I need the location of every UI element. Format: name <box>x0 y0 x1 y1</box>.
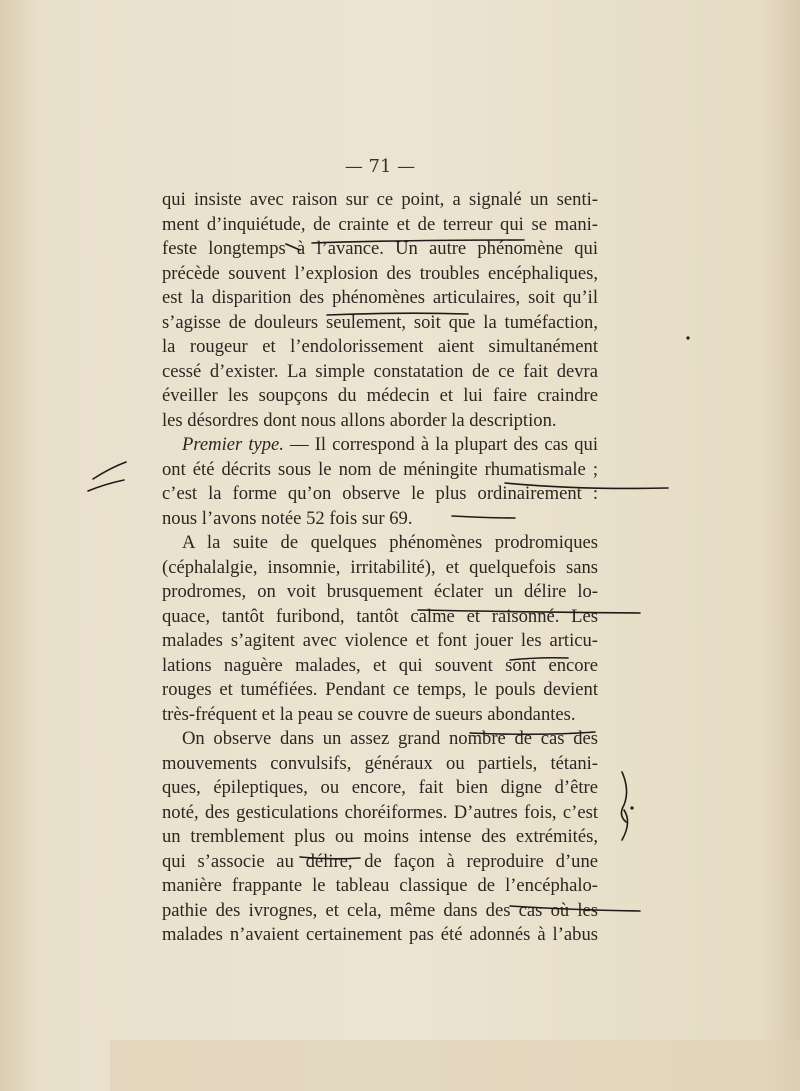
text-line: un tremblement plus ou moins intense des extrémités, <box>162 826 598 847</box>
text-line: est la disparition des phénomènes articulaires, soit qu’il <box>162 287 598 308</box>
text-run: — Il correspond à la plupart des cas qui <box>283 434 598 455</box>
underline-mark <box>505 483 668 488</box>
text-line: lations naguère malades, et qui souvent sont encore <box>162 654 598 676</box>
underline-mark <box>312 240 524 243</box>
margin-mark <box>93 462 126 479</box>
ink-dot <box>630 806 633 809</box>
underline-mark <box>510 906 640 911</box>
text-line: quace, tantôt furibond, tantôt calme et raisonné. Les <box>162 605 598 627</box>
text-line: les désordres dont nous allons aborder la description. <box>162 409 557 431</box>
margin-mark <box>88 480 124 491</box>
text-line: la rougeur et l’endolorissement aient simultanément <box>162 336 598 357</box>
section-heading: Premier type. <box>182 434 284 455</box>
text-line: On observe dans un assez grand nombre de cas des <box>182 728 598 749</box>
text-line: cessé d’exister. La simple constatation de ce fait devra <box>162 360 598 382</box>
text-line: précède souvent l’explosion des troubles encéphaliques, <box>162 262 598 284</box>
text-line: pathie des ivrognes, et cela, même dans des cas où les <box>162 899 598 921</box>
text-line: ont été décrits sous le nom de méningite rhumatismale ; <box>162 458 598 480</box>
ink-dot <box>686 336 689 339</box>
text-line: nous l’avons notée 52 fois sur 69. <box>162 507 413 529</box>
underline-mark <box>510 658 568 660</box>
text-line: très-fréquent et la peau se couvre de sueurs abondantes. <box>162 703 576 725</box>
text-line: qui insiste avec raison sur ce point, a signalé un senti- <box>162 189 598 210</box>
text-line: prodromes, on voit brusquement éclater un délire lo- <box>162 581 598 602</box>
underline-mark <box>470 732 595 734</box>
text-line: éveiller les soupçons du médecin et lui faire craindre <box>162 385 598 406</box>
margin-bracket <box>622 810 628 840</box>
text-line: malades n’avaient certainement pas été adonnés à l’abus <box>162 924 598 945</box>
page-number: — 71 — <box>344 156 416 177</box>
text-line: (céphalalgie, insomnie, irritabilité), et quelquefois sans <box>162 556 598 578</box>
text-line: c’est la forme qu’on observe le plus ordinairement : <box>162 483 598 504</box>
text-line: A la suite de quelques phénomènes prodromiques <box>182 532 598 553</box>
underline-mark <box>418 610 640 613</box>
text-line: malades s’agitent avec violence et font jouer les articu- <box>162 630 598 651</box>
underline-mark <box>286 244 300 250</box>
text-line: mouvements convulsifs, généraux ou partiels, tétani- <box>162 752 598 774</box>
text-line: s’agisse de douleurs seulement, soit que la tuméfaction, <box>162 311 598 333</box>
text-line: manière frappante le tableau classique de l’encéphalo- <box>162 875 598 896</box>
underline-mark <box>452 516 515 518</box>
text-line: qui s’associe au délire, de façon à reproduire d’une <box>162 850 598 872</box>
text-line: ment d’inquiétude, de crainte et de terreur qui se mani- <box>162 213 598 235</box>
underline-mark <box>300 857 360 859</box>
text-line: ques, épileptiques, ou encore, fait bien digne d’être <box>162 777 598 798</box>
text-line: noté, des gesticulations choréiformes. D’autres fois, c’est <box>162 801 598 823</box>
text-line: feste longtemps à l’avance. Un autre phénomène qui <box>162 238 598 259</box>
text-line: rouges et tuméfiées. Pendant ce temps, le pouls devient <box>162 679 598 700</box>
underline-mark <box>327 313 468 315</box>
